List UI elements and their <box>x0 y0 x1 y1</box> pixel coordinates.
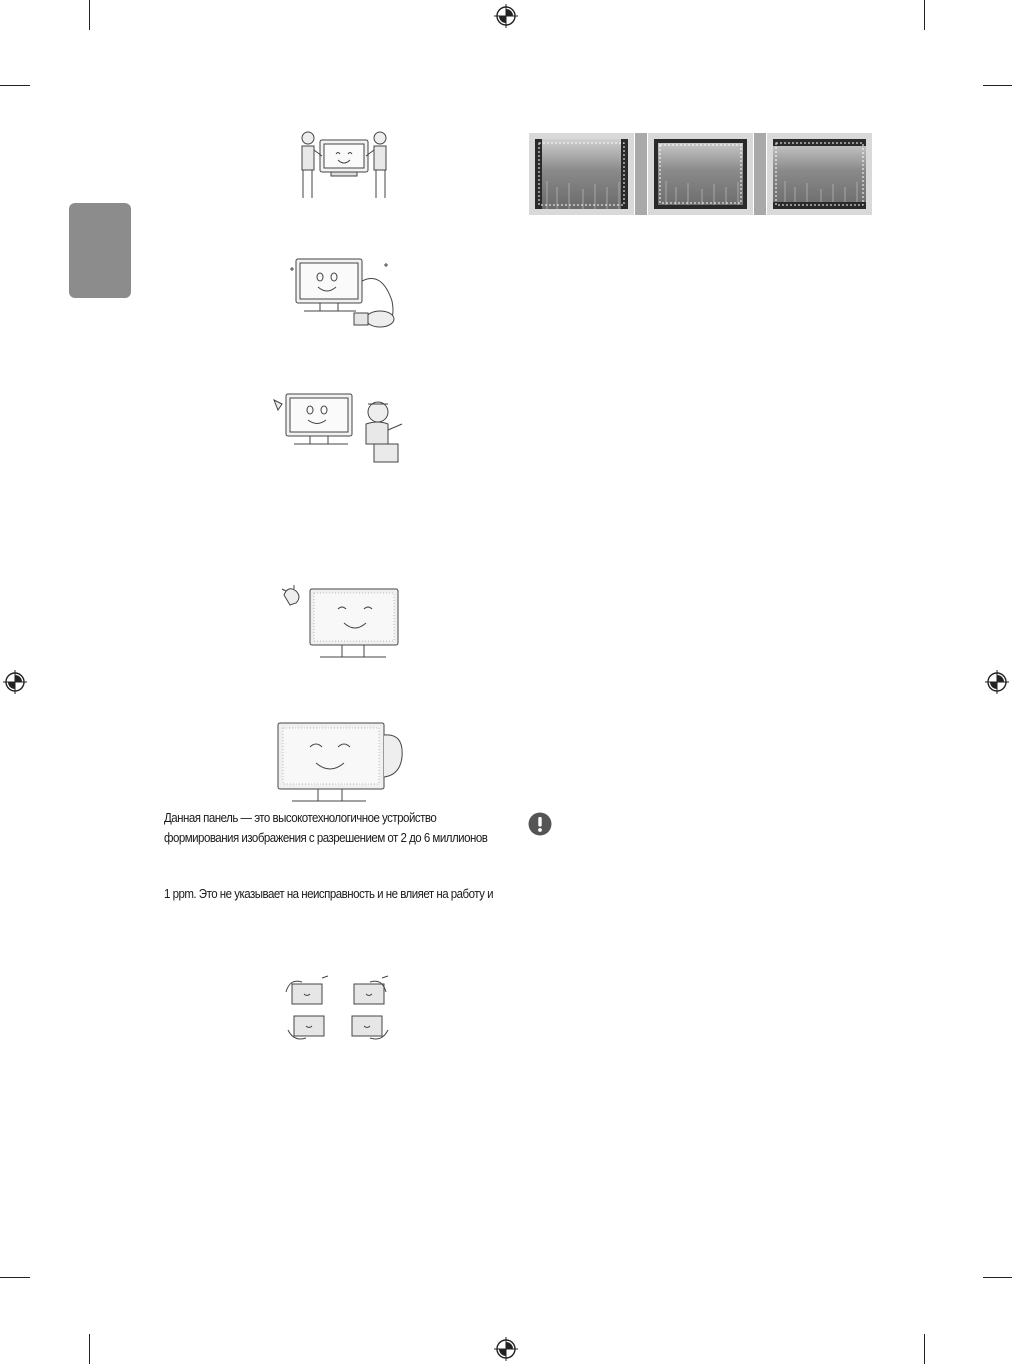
crop-mark <box>983 85 1012 86</box>
crop-mark <box>924 1334 925 1364</box>
crop-mark <box>983 1277 1012 1278</box>
screen-frame-image <box>648 133 753 215</box>
crop-mark <box>89 1334 90 1364</box>
crosshair-target-icon <box>494 1337 518 1361</box>
screen-frame-image <box>767 133 872 215</box>
two-people-carrying-tv-illustration <box>298 128 390 202</box>
language-tab <box>69 203 131 298</box>
crosshair-target-icon <box>985 670 1009 694</box>
strip-separator <box>635 133 647 215</box>
crosshair-target-icon <box>3 670 27 694</box>
paragraph-line: формирования изображения с разрешением от 2 до 6 миллионов <box>164 831 488 845</box>
strip-separator <box>754 133 766 215</box>
crop-mark <box>0 85 30 86</box>
crop-mark <box>89 0 90 30</box>
tv-with-technician-illustration <box>270 390 412 466</box>
crop-mark <box>0 1277 30 1278</box>
crosshair-target-icon <box>494 4 518 28</box>
screen-frame-image <box>529 133 634 215</box>
tv-gripped-by-hand-illustration <box>274 721 410 803</box>
tv-with-vacuum-cleaner-illustration <box>282 251 408 331</box>
exclamation-circle-icon <box>528 812 552 836</box>
tv-with-pointing-hand-illustration <box>278 583 404 661</box>
tvs-rotating-cluster-illustration <box>282 974 394 1044</box>
paragraph-line: 1 ppm. Это не указывает на неисправность и не влияет на работу и <box>164 887 494 901</box>
crop-mark <box>924 0 925 30</box>
paragraph-line: Данная панель — это высокотехнологичное устройство <box>164 811 437 825</box>
